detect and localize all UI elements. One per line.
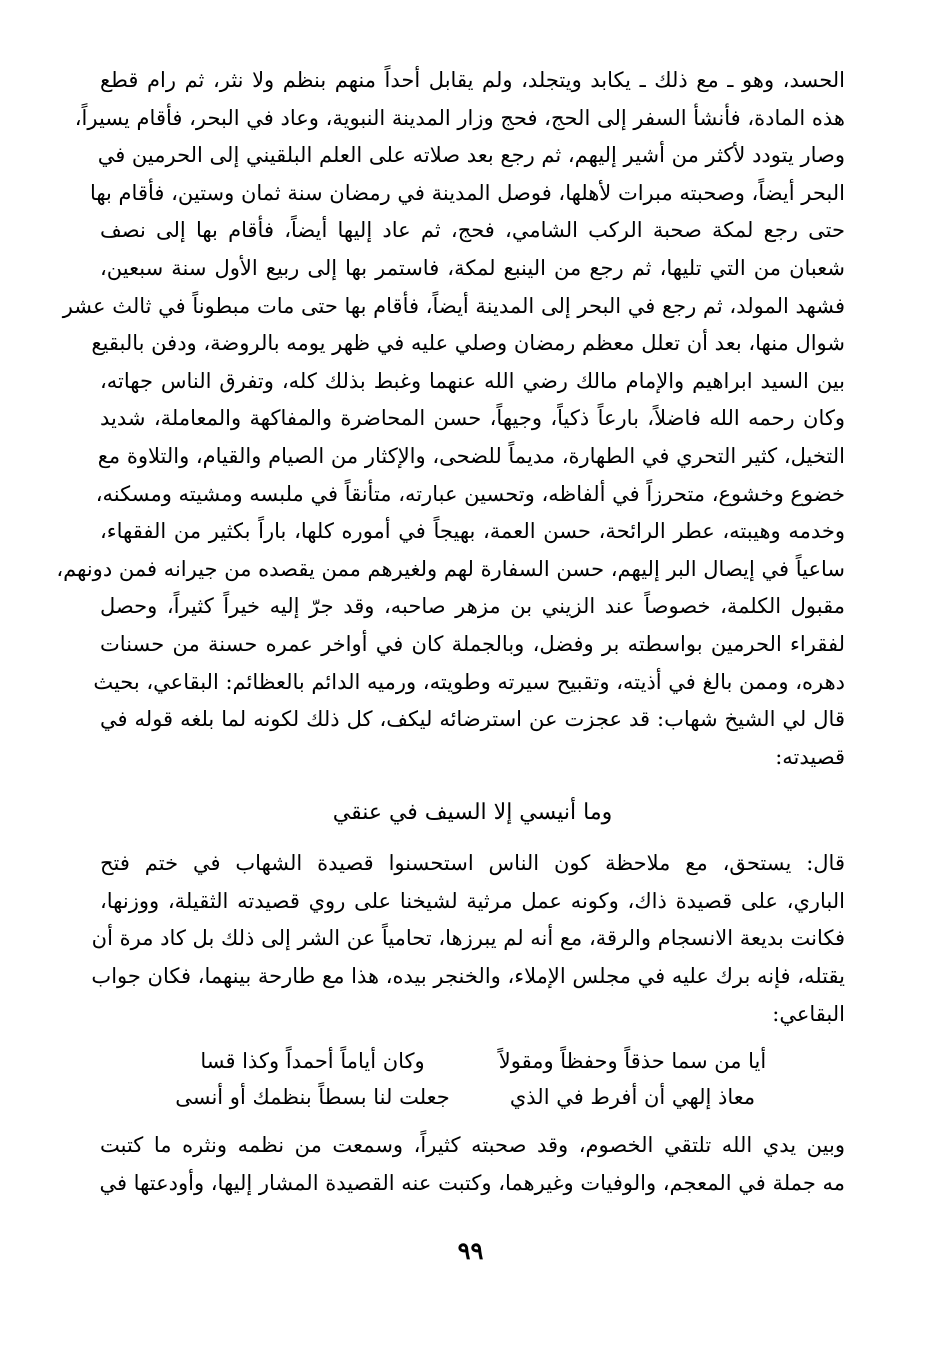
text-line: ساعياً في إيصال البر إليهم، حسن السفارة لهم ولغيرهم ممن يقصده من جيرانه فمن دونهم، bbox=[56, 556, 845, 581]
text-line: حتى رجع لمكة صحبة الركب الشامي، فحج، ثم عاد إليها أيضاً، فأقام بها إلى نصف bbox=[100, 218, 845, 243]
text-line: خضوع وخشوع، متحرزاً في ألفاظه، وتحسين عبارته، متأنقاً في ملبسه ومشيته ومسكنه، bbox=[95, 481, 845, 506]
paragraph-3 bbox=[100, 1127, 845, 1202]
text-line: شعبان من التي تليها، ثم رجع من الينبع لمكة، فاستمر بها إلى ربيع الأول سنة سبعين، bbox=[100, 255, 845, 280]
text-line: فكانت بديعة الانسجام والرقة، مع أنه لم يبرزها، تحامياً عن الشر إلى ذلك بل كاد مرة أن bbox=[91, 926, 845, 951]
text-line: يقتله، فإنه برك عليه في مجلس الإملاء، والخنجر بيده، هذا مع طارحة بينهما، فكان جواب bbox=[91, 964, 845, 989]
text-line: الباري، على قصيدة ذاك، وكونه عمل مرثية لشيخنا على روي قصيدته الثقيلة، ووزنها، bbox=[100, 888, 845, 913]
text-line: لفقراء الحرمين بواسطته بر وفضل، وبالجملة كان في أواخر عمره حسنة من حسنات bbox=[100, 631, 845, 656]
quoted-verse: وما أنيسي إلا السيف في عنقي bbox=[332, 800, 613, 826]
text-line: البقاعي: bbox=[772, 1001, 845, 1026]
poem-hemistich-first: أيا من سما حذقاً وحفظاً ومقولاً bbox=[498, 1049, 767, 1074]
text-line: قال: يستحق، مع ملاحظة كون الناس استحسنوا قصيدة الشهاب في ختم فتح bbox=[100, 851, 845, 876]
text-line: مه جملة في المعجم، والوفيات وغيرهما، وكتبت عنه القصيدة المشار إليها، وأودعتها في bbox=[99, 1170, 845, 1195]
paragraph-2 bbox=[91, 845, 845, 1033]
poem-verse bbox=[168, 1043, 778, 1079]
text-line: وكان رحمه الله فاضلاً، بارعاً ذكياً، وجيهاً، حسن المحاضرة والمفاكهة والمعاملة، شديد bbox=[100, 406, 845, 431]
poem-hemistich-second: وكان أياماً أحمداً وكذا قسا bbox=[200, 1049, 425, 1074]
text-line: دهره، وممن بالغ في أذيته، وتقبيح سيرته وطويته، ورميه الدائم بالعظائم: البقاعي، بحيث bbox=[93, 669, 845, 694]
text-line: بين السيد ابراهيم والإمام مالك رضي الله عنهما وغبط بذلك كله، وتفرق الناس جهاته، bbox=[100, 368, 845, 393]
text-line: فشهد المولد، ثم رجع في البحر إلى المدينة أيضاً، فأقام بها حتى مات مبطوناً في ثالث عشر bbox=[62, 293, 845, 318]
text-line: الحسد، وهو ـ مع ذلك ـ يكابد ويتجلد، ولم يقابل أحداً منهم بنظم ولا نثر، ثم رام قطع bbox=[100, 68, 845, 92]
poem-verse bbox=[168, 1079, 778, 1115]
paragraph-1 bbox=[56, 62, 845, 776]
text-line: قال لي الشيخ شهاب: قد عجزت عن استرضائه ليكف، كل ذلك لكونه لما بلغه قوله في bbox=[100, 707, 845, 732]
text-line: وصار يتودد لأكثر من أشير إليهم، ثم رجع بعد صلاته على العلم البلقيني إلى الحرمين في bbox=[97, 143, 845, 168]
text-line: البحر أيضاً، وصحبته مبرات لأهلها، فوصل المدينة في رمضان سنة ثمان وستين، فأقام بها bbox=[89, 180, 845, 205]
text-line: شوال منها، بعد أن تعلل معظم رمضان وصلي عليه في ظهر يومه بالروضة، ودفن بالبقيع bbox=[91, 331, 845, 356]
poem-hemistich-first: معاذ إلهي أن أفرط في الذي bbox=[509, 1085, 756, 1110]
page-number: ٩٩ bbox=[457, 1236, 484, 1265]
text-line: التخيل، كثير التحري في الطهارة، مديماً للضحى، والإكثار من الصيام والقيام، والتلاوة مع bbox=[97, 443, 845, 468]
text-line: وخدمه وهيبته، عطر الرائحة، حسن العمة، بهيجاً في أموره كلها، باراً بكثير من الفقهاء، bbox=[100, 519, 845, 544]
poem-hemistich-second: جعلت لنا بسطاً بنظمك أو أنسى bbox=[175, 1085, 450, 1110]
text-line: مقبول الكلمة، خصوصاً عند الزيني بن مزهر صاحبه، وقد جرّ إليه خيراً كثيراً، وحصل bbox=[100, 594, 845, 619]
text-line: هذه المادة، فأنشأ السفر إلى الحج، فحج وزار المدينة النبوية، وعاد في البحر، فأقام يسيراً، bbox=[74, 105, 845, 130]
text-line: قصيدته: bbox=[775, 744, 845, 769]
poem bbox=[168, 1043, 778, 1115]
page-body bbox=[56, 62, 845, 1202]
text-line: وبين يدي الله تلتقي الخصوم، وقد صحبته كثيراً، وسمعت من نظمه ونثره ما كتبت bbox=[100, 1133, 845, 1158]
